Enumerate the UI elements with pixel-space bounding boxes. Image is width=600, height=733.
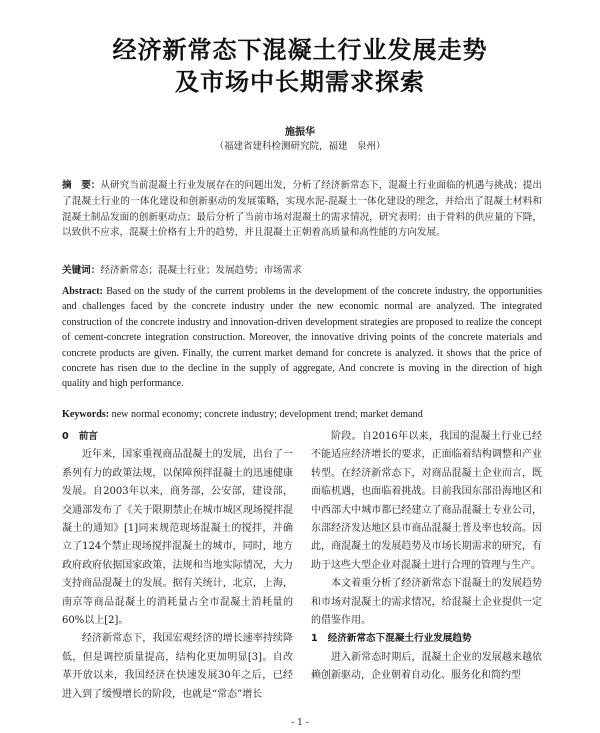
section-title: 前言 bbox=[78, 431, 98, 442]
page-number: - 1 - bbox=[291, 718, 309, 728]
body-paragraph: 阶段。自2016年以来，我国的混凝土行业已经不能适应经济增长的要求，正面临着结构调整和产业转型。在经济新常态下，对商品混凝土企业而言，既面临机遇，也面临着挑战。目前我国东部沿海地区和中西部大中城市都已经建立了商品混凝土专业公司，东部经济发达地区县市商品混凝土普及率也较高。因此，商混凝土的发展趋势及市场长期需求的研究，有助于这些大型企业对混凝土进行合理的管理与生产。 bbox=[311, 431, 542, 571]
abstract-english bbox=[62, 284, 542, 392]
keywords-english bbox=[62, 407, 542, 422]
title-line-2: 及市场中长期需求探索 bbox=[175, 68, 425, 96]
body-column-right bbox=[311, 428, 542, 686]
section-title: 经济新常态下混凝土行业发展趋势 bbox=[327, 633, 472, 645]
body-paragraph: 近年来，国家重视商品混凝土的发展，出台了一系列有力的政策法规，以保障预拌混凝土的迅速健康发展。自2003年以来，商务部，公安部，建设部，交通部发布了《关于限期禁止在城市城区现场搅拌混凝土的通知》[1]同来规范现场混凝土的搅拌，并确立了124个禁止现场搅拌混凝土的城市，同时，地方政府政府依据国家政策，法规和当地实际情况，大力支持商品混凝土的发展。据有关统计，北京，上海，南京等商品混凝土的消耗量占全市混凝土消耗量的60%以上[2]。 bbox=[62, 449, 293, 627]
abstract-english-text: Based on the study of the current problems in the development of the concrete industry, the opportunities and challenges faced by the concrete industry under the new economic normal are analyzed. The integrated construction of the concrete industry and innovation-driven development strategies are proposed to realize the concept of cement-concrete integration construction. Moreover, the innovative driving points of the concrete materials and concrete products are given. Finally, the current market demand for concrete is analyzed. it shows that the price of concrete has risen due to the decline in the supply of aggregate, And concrete is moving in the direction of high quality and high performance. bbox=[62, 286, 542, 390]
author-affiliation: （福建省建科检测研究院，福建 泉州） bbox=[214, 141, 386, 152]
keywords-english-text: new normal economy; concrete industry; development trend; market demand bbox=[111, 409, 423, 420]
abstract-chinese bbox=[62, 178, 542, 241]
author-name: 施振华 bbox=[285, 127, 315, 138]
section-heading-introduction bbox=[62, 428, 293, 446]
keywords-chinese-label: 关键词： bbox=[62, 265, 101, 276]
body-paragraph: 经济新常态下，我国宏观经济的增长速率持续降低，但是调控质量提高，结构化更加明显[3]。自改革开放以来，我国经济在快速发展30年之后，已经进入到了缓慢增长的阶段，也就是“常态”增长 bbox=[62, 633, 293, 700]
keywords-english-label: Keywords: bbox=[62, 409, 110, 420]
section-heading-development-trend bbox=[311, 630, 542, 648]
body-column-left bbox=[62, 428, 293, 704]
keywords-chinese bbox=[62, 263, 542, 278]
keywords-chinese-text: 经济新常态；混凝土行业；发展趋势；市场需求 bbox=[100, 265, 302, 276]
abstract-english-label: Abstract: bbox=[62, 286, 103, 297]
section-number: 0 bbox=[62, 431, 69, 442]
body-paragraph: 本文着重分析了经济新常态下混凝土的发展趋势和市场对混凝土的需求情况，给混凝土企业提供一定的借鉴作用。 bbox=[311, 578, 542, 627]
abstract-chinese-label: 摘 要： bbox=[62, 180, 101, 191]
body-paragraph: 进入新常态时期后，混凝土企业的发展越来越依赖创新驱动，企业朝着自动化、服务化和简约型 bbox=[311, 651, 542, 682]
title-line-1: 经济新常态下混凝土行业发展走势 bbox=[112, 36, 488, 64]
abstract-chinese-text: 从研究当前混凝土行业发展存在的问题出发，分析了经济新常态下，混凝土行业面临的机遇与挑战；提出了混凝土行业的一体化建设和创新驱动的发展策略，实现水泥-混凝土一体化建设的理念，并给出了混凝土材料和混凝土制品发面的创新驱动点；最后分析了当前市场对混凝土的需求情况，研究表明：由于骨料的供应量的下降，以致供不应求，混凝土价格有上升的趋势，并且混凝土正朝着高质量和高性能的方向发展。 bbox=[62, 180, 543, 239]
section-number: 1 bbox=[311, 633, 318, 645]
